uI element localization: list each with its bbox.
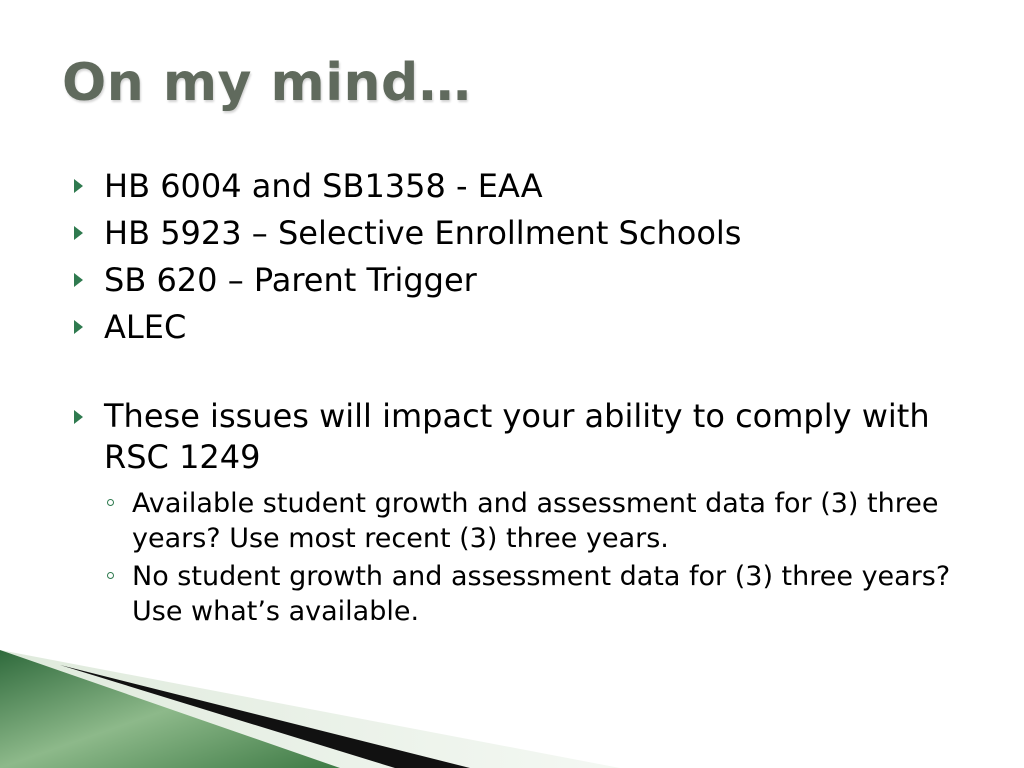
bullet-text: These issues will impact your ability to comply with RSC 1249 bbox=[104, 397, 930, 476]
sub-bullet-text: Available student growth and assessment data for (3) three years? Use most recent (3) three years. bbox=[132, 488, 939, 554]
sub-bullet-text: No student growth and assessment data for (3) three years? Use what’s available. bbox=[132, 561, 951, 627]
bullet-text: HB 5923 – Selective Enrollment Schools bbox=[104, 214, 742, 252]
bullet-text: ALEC bbox=[104, 308, 187, 346]
bullet-text: SB 620 – Parent Trigger bbox=[104, 261, 477, 299]
bullet-text: HB 6004 and SB1358 - EAA bbox=[104, 167, 543, 205]
slide-title: On my mind… bbox=[62, 53, 472, 113]
